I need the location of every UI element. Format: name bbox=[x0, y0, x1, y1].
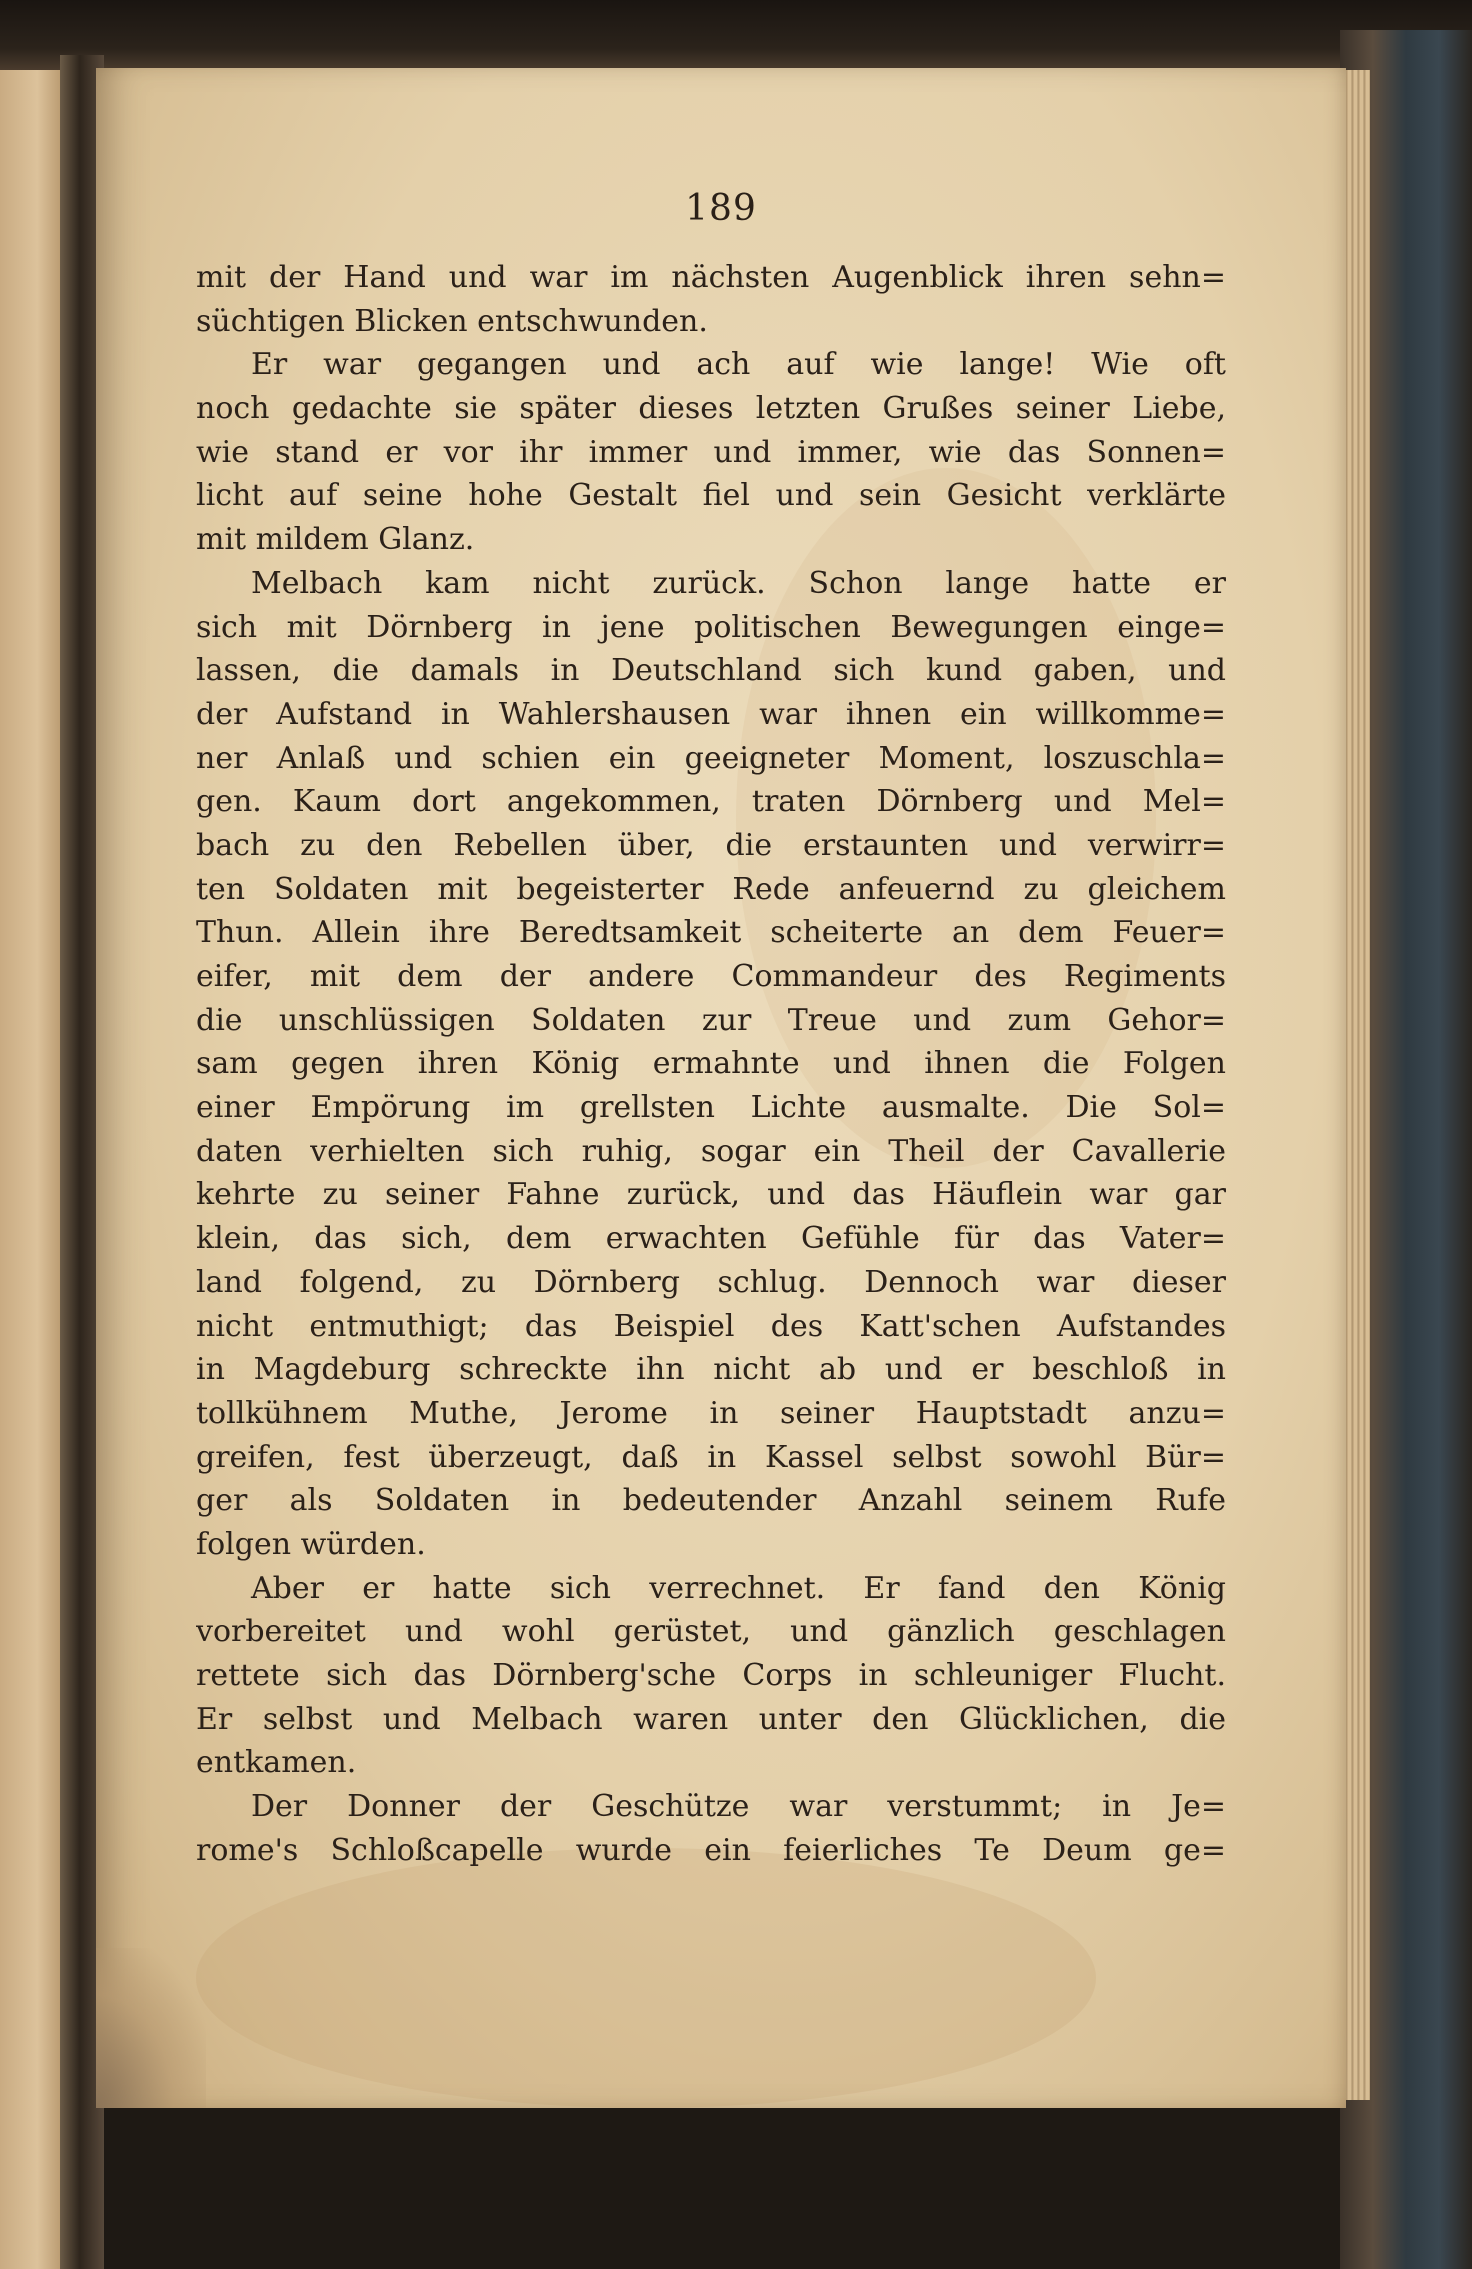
text-line: klein, das sich, dem erwachten Gefühle für das Vater= bbox=[196, 1221, 1226, 1257]
text-line: sam gegen ihren König ermahnte und ihnen die Folgen bbox=[196, 1046, 1226, 1082]
worn-corner bbox=[96, 1948, 206, 2108]
text-line: sich mit Dörnberg in jene politischen Bewegungen einge= bbox=[196, 609, 1226, 645]
text-line: bach zu den Rebellen über, die erstaunten und verwirr= bbox=[196, 827, 1226, 863]
text-line: einer Empörung im grellsten Lichte ausmalte. Die Sol= bbox=[196, 1090, 1226, 1126]
text-line: ner Anlaß und schien ein geeigneter Moment, loszuschla= bbox=[196, 740, 1226, 776]
text-line: tollkühnem Muthe, Jerome in seiner Hauptstadt anzu= bbox=[196, 1395, 1226, 1431]
text-line: ger als Soldaten in bedeutender Anzahl seinem Rufe bbox=[196, 1483, 1226, 1519]
text-line: rome's Schloßcapelle wurde ein feierliches Te Deum ge= bbox=[196, 1832, 1226, 1868]
text-line: mit mildem Glanz. bbox=[196, 522, 475, 558]
text-line: eifer, mit dem der andere Commandeur des Regiments bbox=[196, 959, 1226, 994]
text-line: Thun. Allein ihre Beredtsamkeit scheiterte an dem Feuer= bbox=[196, 915, 1226, 951]
left-page-edge bbox=[0, 70, 62, 2269]
text-line: Der Donner der Geschütze war verstummt; in Je= bbox=[251, 1789, 1226, 1825]
text-line: in Magdeburg schreckte ihn nicht ab und er beschloß in bbox=[196, 1352, 1226, 1388]
text-line: mit der Hand und war im nächsten Augenblick ihren sehn= bbox=[196, 260, 1226, 295]
binding-top bbox=[0, 0, 1472, 70]
text-line: vorbereitet und wohl gerüstet, und gänzlich geschlagen bbox=[196, 1614, 1226, 1650]
text-line: land folgend, zu Dörnberg schlug. Dennoch war dieser bbox=[196, 1264, 1226, 1300]
text-line: ten Soldaten mit begeisterter Rede anfeuernd zu gleichem bbox=[196, 871, 1226, 907]
text-line: greifen, fest überzeugt, daß in Kassel selbst sowohl Bür= bbox=[196, 1439, 1226, 1475]
text-line: entkamen. bbox=[196, 1745, 357, 1781]
text-line: nicht entmuthigt; das Beispiel des Katt'schen Aufstandes bbox=[196, 1308, 1226, 1344]
text-line: Aber er hatte sich verrechnet. Er fand den König bbox=[251, 1570, 1226, 1606]
text-line: daten verhielten sich ruhig, sogar ein Theil der Cavallerie bbox=[196, 1133, 1226, 1169]
text-line: Er selbst und Melbach waren unter den Glücklichen, die bbox=[196, 1701, 1226, 1737]
text-line: noch gedachte sie später dieses letzten Grußes seiner Liebe, bbox=[196, 391, 1226, 427]
text-line: rettete sich das Dörnberg'sche Corps in schleuniger Flucht. bbox=[196, 1658, 1226, 1693]
text-line: wie stand er vor ihr immer und immer, wie das Sonnen= bbox=[196, 434, 1226, 470]
text-line: Er war gegangen und ach auf wie lange! Wie oft bbox=[251, 347, 1226, 383]
text-line: kehrte zu seiner Fahne zurück, und das Häuflein war gar bbox=[196, 1177, 1226, 1213]
body-text bbox=[196, 256, 1226, 1872]
text-line: süchtigen Blicken entschwunden. bbox=[196, 303, 708, 339]
page-number: 189 bbox=[685, 188, 757, 229]
text-line: der Aufstand in Wahlershausen war ihnen ein willkomme= bbox=[196, 696, 1226, 732]
text-line: licht auf seine hohe Gestalt fiel und sein Gesicht verklärte bbox=[196, 478, 1226, 514]
page-stain bbox=[196, 1848, 1096, 2108]
text-line: Melbach kam nicht zurück. Schon lange hatte er bbox=[251, 565, 1226, 601]
text-line: gen. Kaum dort angekommen, traten Dörnberg und Mel= bbox=[196, 784, 1226, 820]
book-page bbox=[96, 68, 1346, 2108]
text-line: folgen würden. bbox=[196, 1526, 426, 1562]
text-line: lassen, die damals in Deutschland sich kund gaben, und bbox=[196, 653, 1226, 689]
text-line: die unschlüssigen Soldaten zur Treue und zum Gehor= bbox=[196, 1002, 1226, 1038]
